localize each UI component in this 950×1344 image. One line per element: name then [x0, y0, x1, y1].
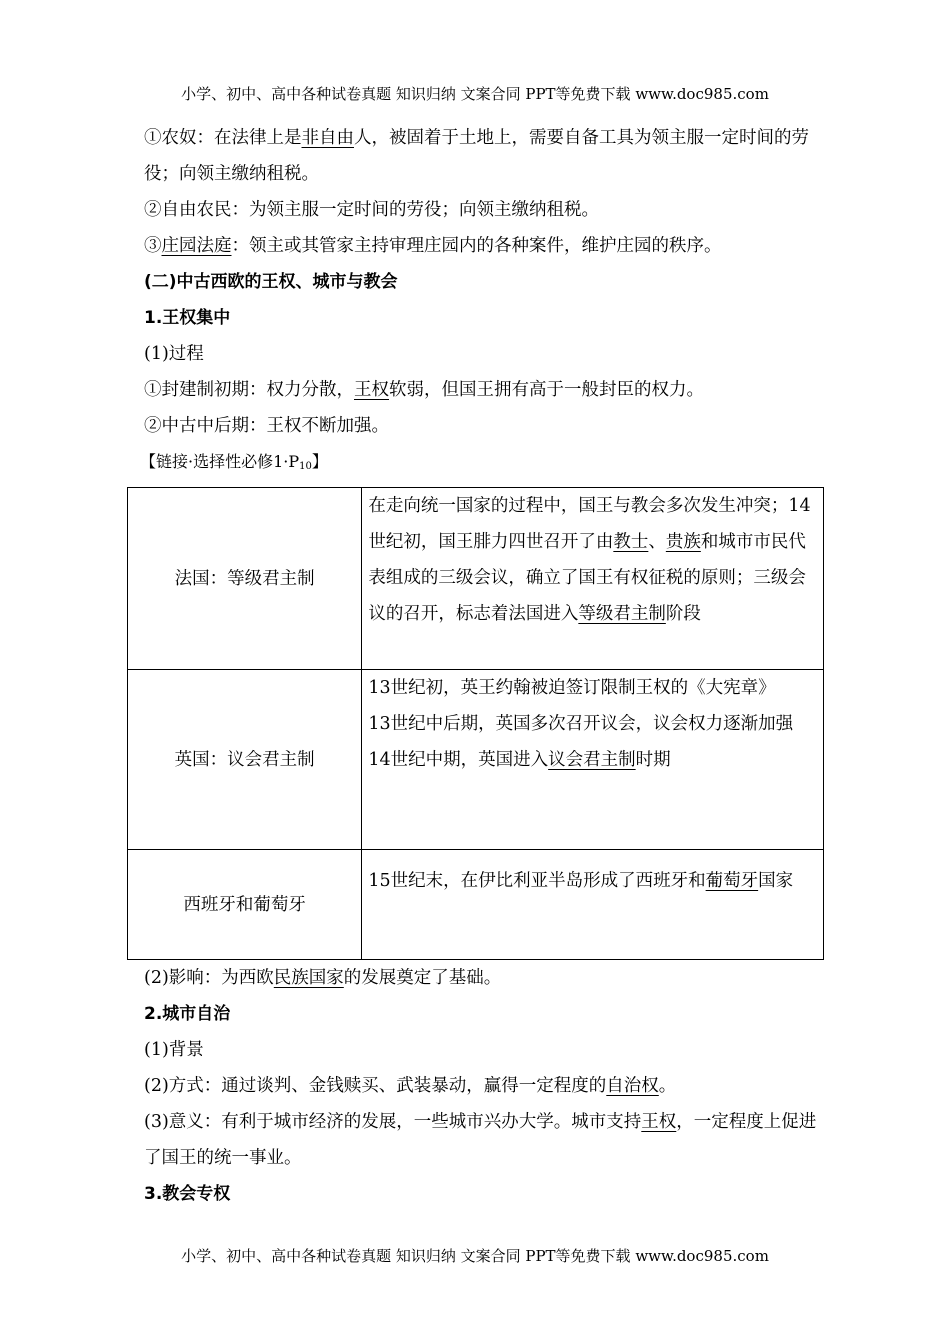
- table-cell-content: [362, 670, 824, 850]
- text: 14世纪中期，英国进入: [368, 750, 549, 770]
- text: 】: [311, 452, 328, 471]
- text: (2)方式：通过谈判、金钱赎买、武装暴动，赢得一定程度的: [144, 1076, 607, 1096]
- text: 人，被固着于土地上，需要自备工具为领主服一定时间的劳役；向领主缴纳租税。: [144, 128, 809, 184]
- impact-paragraph: [144, 960, 824, 996]
- page-footer: 小学、初中、高中各种试卷真题 知识归纳 文案合同 PPT等免费下载 www.doc985.com: [181, 1247, 769, 1265]
- meaning-paragraph: [144, 1104, 824, 1176]
- text: 13世纪中后期，英国多次召开议会，议会权力逐渐加强: [368, 714, 794, 734]
- table-cell-content: [362, 850, 824, 960]
- text: 的发展奠定了基础。: [343, 968, 502, 988]
- text: 、: [648, 532, 666, 552]
- text: 13世纪初，英王约翰被迫签订限制王权的《大宪章》: [368, 678, 776, 698]
- section-title: (二)中古西欧的王权、城市与教会: [144, 272, 398, 292]
- text: 在走向统一国家的过程中，国王与教会多次发生冲突；14世纪初，国王腓力四世召开了由: [368, 496, 811, 552]
- underlined-term: 教士: [613, 532, 649, 552]
- subsection-title-2: 2.城市自治: [144, 1004, 231, 1024]
- text: (3)意义：有利于城市经济的发展，一些城市兴办大学。城市支持: [144, 1112, 642, 1132]
- text: 。: [658, 1076, 677, 1096]
- serf-paragraph: [144, 120, 824, 192]
- underlined-term: 民族国家: [273, 968, 344, 988]
- text: 【链接·选择性必修1·P: [140, 452, 300, 471]
- underlined-term: 自治权: [606, 1076, 659, 1096]
- subscript: 10: [299, 461, 312, 472]
- subsection-title-1: 1.王权集中: [144, 308, 231, 328]
- free-peasant-paragraph: ②自由农民：为领主服一定时间的劳役；向领主缴纳租税。: [144, 200, 599, 220]
- process-heading: (1)过程: [144, 344, 204, 364]
- early-paragraph: [144, 372, 824, 408]
- background-heading: (1)背景: [144, 1040, 204, 1060]
- text: 和城市市民代表组成的三级会议，确立了国王有权征税的原则；三级会议的召开，标志着法国进入: [368, 532, 806, 624]
- text: (2)影响：为西欧: [144, 968, 274, 988]
- text-line: [368, 742, 817, 778]
- text: ①农奴：在法律上是: [144, 128, 302, 148]
- table-cell-label: 西班牙和葡萄牙: [128, 850, 362, 960]
- underlined-term: 王权: [354, 380, 389, 400]
- text: 15世纪末，在伊比利亚半岛形成了西班牙和: [368, 871, 706, 891]
- table-cell-label: 法国：等级君主制: [128, 488, 362, 670]
- late-paragraph: ②中古中后期：王权不断加强。: [144, 416, 389, 436]
- method-paragraph: [144, 1068, 824, 1104]
- text: ，一定程度上促进了国王的统一事业。: [144, 1112, 817, 1168]
- underlined-term: 等级君主制: [578, 604, 666, 624]
- page-header: 小学、初中、高中各种试卷真题 知识归纳 文案合同 PPT等免费下载 www.doc985.com: [181, 85, 769, 103]
- table-row: [128, 850, 824, 960]
- table-cell-content: [362, 488, 824, 670]
- text: ③: [144, 236, 162, 256]
- court-paragraph: [144, 228, 824, 264]
- table-cell-label: 英国：议会君主制: [128, 670, 362, 850]
- underlined-term: 王权: [641, 1112, 677, 1132]
- text: 软弱，但国王拥有高于一般封臣的权力。: [389, 380, 704, 400]
- document-body: [140, 120, 824, 1212]
- underlined-term: 议会君主制: [548, 750, 636, 770]
- underlined-term: 非自由: [301, 128, 354, 148]
- underlined-term: 葡萄牙: [705, 871, 759, 891]
- text: 国家: [758, 871, 794, 891]
- text: ：领主或其管家主持审理庄园内的各种案件，维护庄园的秩序。: [231, 236, 722, 256]
- table-row: [128, 670, 824, 850]
- text: 阶段: [665, 604, 701, 624]
- link-reference: [140, 444, 824, 485]
- underlined-term: 贵族: [665, 532, 701, 552]
- underlined-term: 庄园法庭: [161, 236, 232, 256]
- monarchy-table: [127, 487, 824, 960]
- subsection-title-3: 3.教会专权: [144, 1184, 231, 1204]
- text: ①封建制初期：权力分散，: [144, 380, 354, 400]
- text: 时期: [635, 750, 671, 770]
- table-row: [128, 488, 824, 670]
